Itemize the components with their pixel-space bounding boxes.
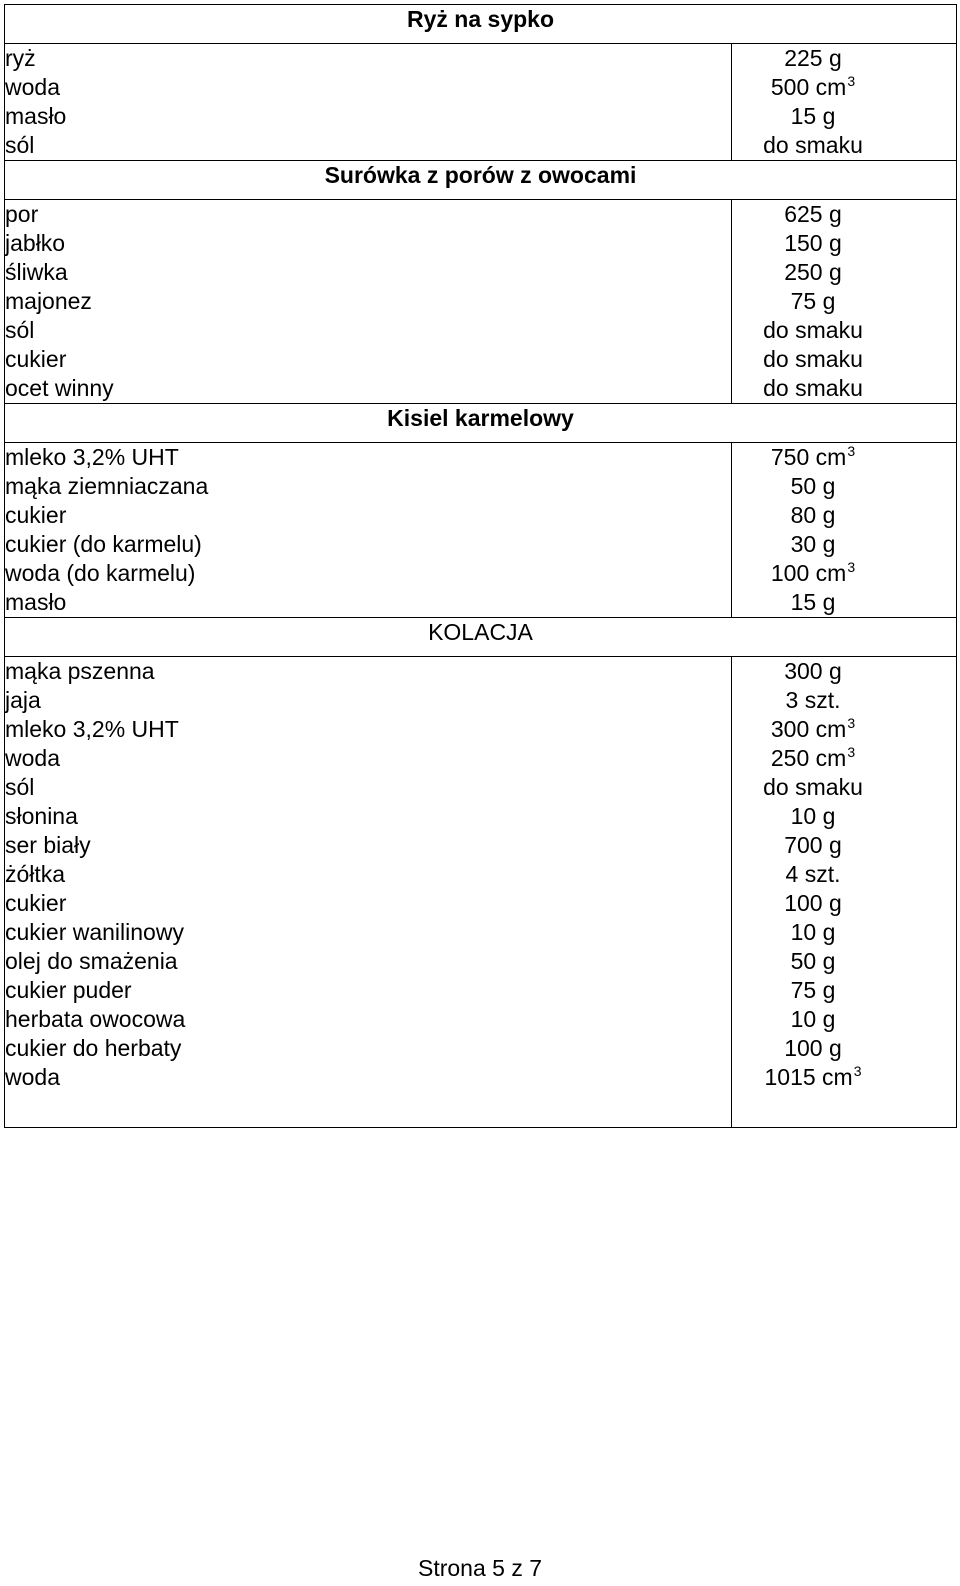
section-body-row <box>5 44 957 161</box>
ingredient-name: herbata owocowa <box>5 1006 186 1032</box>
unit-exponent: 3 <box>847 715 856 731</box>
ingredient-name: woda <box>5 1064 60 1090</box>
ingredient-name: woda <box>5 745 60 771</box>
ingredient-quantity <box>732 44 894 73</box>
quantity-value: do smaku <box>763 375 863 401</box>
section-body-row <box>5 657 957 1128</box>
ingredient-quantity <box>732 588 894 617</box>
ingredient-quantity <box>732 976 894 1005</box>
ingredient-name: masło <box>5 589 67 615</box>
ingredient-name: masło <box>5 103 67 129</box>
section-body-row <box>5 200 957 404</box>
unit-exponent: 3 <box>847 559 856 575</box>
quantity-value: 250 cm <box>770 745 847 771</box>
quantity-value: 30 g <box>790 531 836 557</box>
quantity-value: 50 g <box>790 948 836 974</box>
ingredient-quantity <box>732 258 894 287</box>
ingredient-quantity <box>732 374 894 403</box>
quantity-value: 100 cm <box>770 560 847 586</box>
quantities-cell <box>732 657 957 1128</box>
ingredient-quantity <box>732 918 894 947</box>
quantity-value: 150 g <box>784 230 842 256</box>
ingredient-name: sól <box>5 317 35 343</box>
ingredient-quantity <box>732 345 894 374</box>
section-body-row <box>5 443 957 618</box>
section-title-row <box>5 404 957 443</box>
quantity-value: do smaku <box>763 317 863 343</box>
ingredient-name: olej do smażenia <box>5 948 178 974</box>
unit-exponent: 3 <box>847 73 856 89</box>
ingredient-quantity <box>732 1063 894 1092</box>
section-title: Surówka z porów z owocami <box>5 161 957 200</box>
quantity-value: do smaku <box>763 132 863 158</box>
quantity-value: 100 g <box>784 890 842 916</box>
table-body <box>5 5 957 1128</box>
ingredient-quantity <box>732 947 894 976</box>
ingredient-quantity <box>732 559 894 588</box>
ingredient-quantity <box>732 889 894 918</box>
ingredient-name: jabłko <box>5 230 66 256</box>
ingredient-name: mąka pszenna <box>5 658 155 684</box>
ingredient-quantity <box>732 530 894 559</box>
ingredient-quantity <box>732 287 894 316</box>
ingredient-name: cukier <box>5 890 67 916</box>
section-title: KOLACJA <box>5 618 957 657</box>
ingredients-cell <box>5 443 732 618</box>
ingredient-quantity <box>732 715 894 744</box>
quantity-value: 250 g <box>784 259 842 285</box>
ingredients-cell <box>5 44 732 161</box>
ingredient-name: woda <box>5 74 60 100</box>
ingredient-name: majonez <box>5 288 92 314</box>
ingredient-name: cukier do herbaty <box>5 1035 182 1061</box>
ingredient-name: cukier <box>5 346 67 372</box>
ingredient-name: słonina <box>5 803 78 829</box>
quantity-value: 100 g <box>784 1035 842 1061</box>
ingredient-quantity <box>732 831 894 860</box>
ingredient-name: cukier puder <box>5 977 132 1003</box>
ingredient-name: mleko 3,2% UHT <box>5 444 179 470</box>
ingredient-name: ser biały <box>5 832 91 858</box>
ingredient-name: jaja <box>5 687 41 713</box>
quantity-value: 500 cm <box>770 74 847 100</box>
quantity-value: 50 g <box>790 473 836 499</box>
ingredient-name: sól <box>5 774 35 800</box>
quantity-value: 10 g <box>790 803 836 829</box>
ingredient-name: śliwka <box>5 259 68 285</box>
unit-exponent: 3 <box>853 1063 862 1079</box>
quantity-value: 225 g <box>784 45 842 71</box>
quantity-value: 15 g <box>790 589 836 615</box>
section-title-row <box>5 5 957 44</box>
quantity-value: 75 g <box>790 977 836 1003</box>
quantity-value: 4 szt. <box>785 861 841 887</box>
ingredient-quantity <box>732 102 894 131</box>
ingredient-name: por <box>5 201 39 227</box>
quantity-value: 1015 cm <box>764 1064 853 1090</box>
ingredient-quantity <box>732 657 894 686</box>
recipe-table <box>4 4 957 1128</box>
ingredient-name: mleko 3,2% UHT <box>5 716 179 742</box>
ingredient-name: sól <box>5 132 35 158</box>
ingredient-quantity <box>732 472 894 501</box>
ingredient-name: ocet winny <box>5 375 114 401</box>
ingredient-quantity <box>732 229 894 258</box>
quantity-value: 700 g <box>784 832 842 858</box>
quantity-value: 625 g <box>784 201 842 227</box>
ingredient-name: cukier <box>5 502 67 528</box>
ingredient-quantity <box>732 860 894 889</box>
quantity-value: 75 g <box>790 288 836 314</box>
ingredient-quantity <box>732 131 894 160</box>
ingredient-name: mąka ziemniaczana <box>5 473 209 499</box>
ingredient-quantity <box>732 773 894 802</box>
quantity-value: do smaku <box>763 346 863 372</box>
ingredient-quantity <box>732 73 894 102</box>
ingredient-quantity <box>732 744 894 773</box>
section-title: Ryż na sypko <box>5 5 957 44</box>
quantity-value: 750 cm <box>770 444 847 470</box>
ingredients-cell <box>5 657 732 1128</box>
ingredient-name: ryż <box>5 45 36 71</box>
quantity-value: 80 g <box>790 502 836 528</box>
quantity-value: 15 g <box>790 103 836 129</box>
quantity-value: 300 g <box>784 658 842 684</box>
unit-exponent: 3 <box>847 443 856 459</box>
quantity-value: 10 g <box>790 919 836 945</box>
ingredient-quantity <box>732 802 894 831</box>
section-title-row <box>5 161 957 200</box>
quantity-value: do smaku <box>763 774 863 800</box>
quantities-cell <box>732 200 957 404</box>
ingredient-name: woda (do karmelu) <box>5 560 196 586</box>
section-title-row <box>5 618 957 657</box>
ingredient-quantity <box>732 501 894 530</box>
ingredient-quantity <box>732 686 894 715</box>
ingredient-name: cukier (do karmelu) <box>5 531 202 557</box>
quantities-cell <box>732 44 957 161</box>
ingredient-quantity <box>732 1005 894 1034</box>
ingredient-quantity <box>732 316 894 345</box>
ingredient-quantity <box>732 1034 894 1063</box>
ingredient-quantity <box>732 200 894 229</box>
quantity-value: 10 g <box>790 1006 836 1032</box>
ingredient-quantity <box>732 443 894 472</box>
quantity-value: 3 szt. <box>785 687 841 713</box>
ingredients-cell <box>5 200 732 404</box>
page-footer: Strona 5 z 7 <box>417 1555 543 1581</box>
quantities-cell <box>732 443 957 618</box>
quantity-value: 300 cm <box>770 716 847 742</box>
ingredient-name: cukier wanilinowy <box>5 919 184 945</box>
unit-exponent: 3 <box>847 744 856 760</box>
ingredient-name: żółtka <box>5 861 66 887</box>
section-title: Kisiel karmelowy <box>5 404 957 443</box>
